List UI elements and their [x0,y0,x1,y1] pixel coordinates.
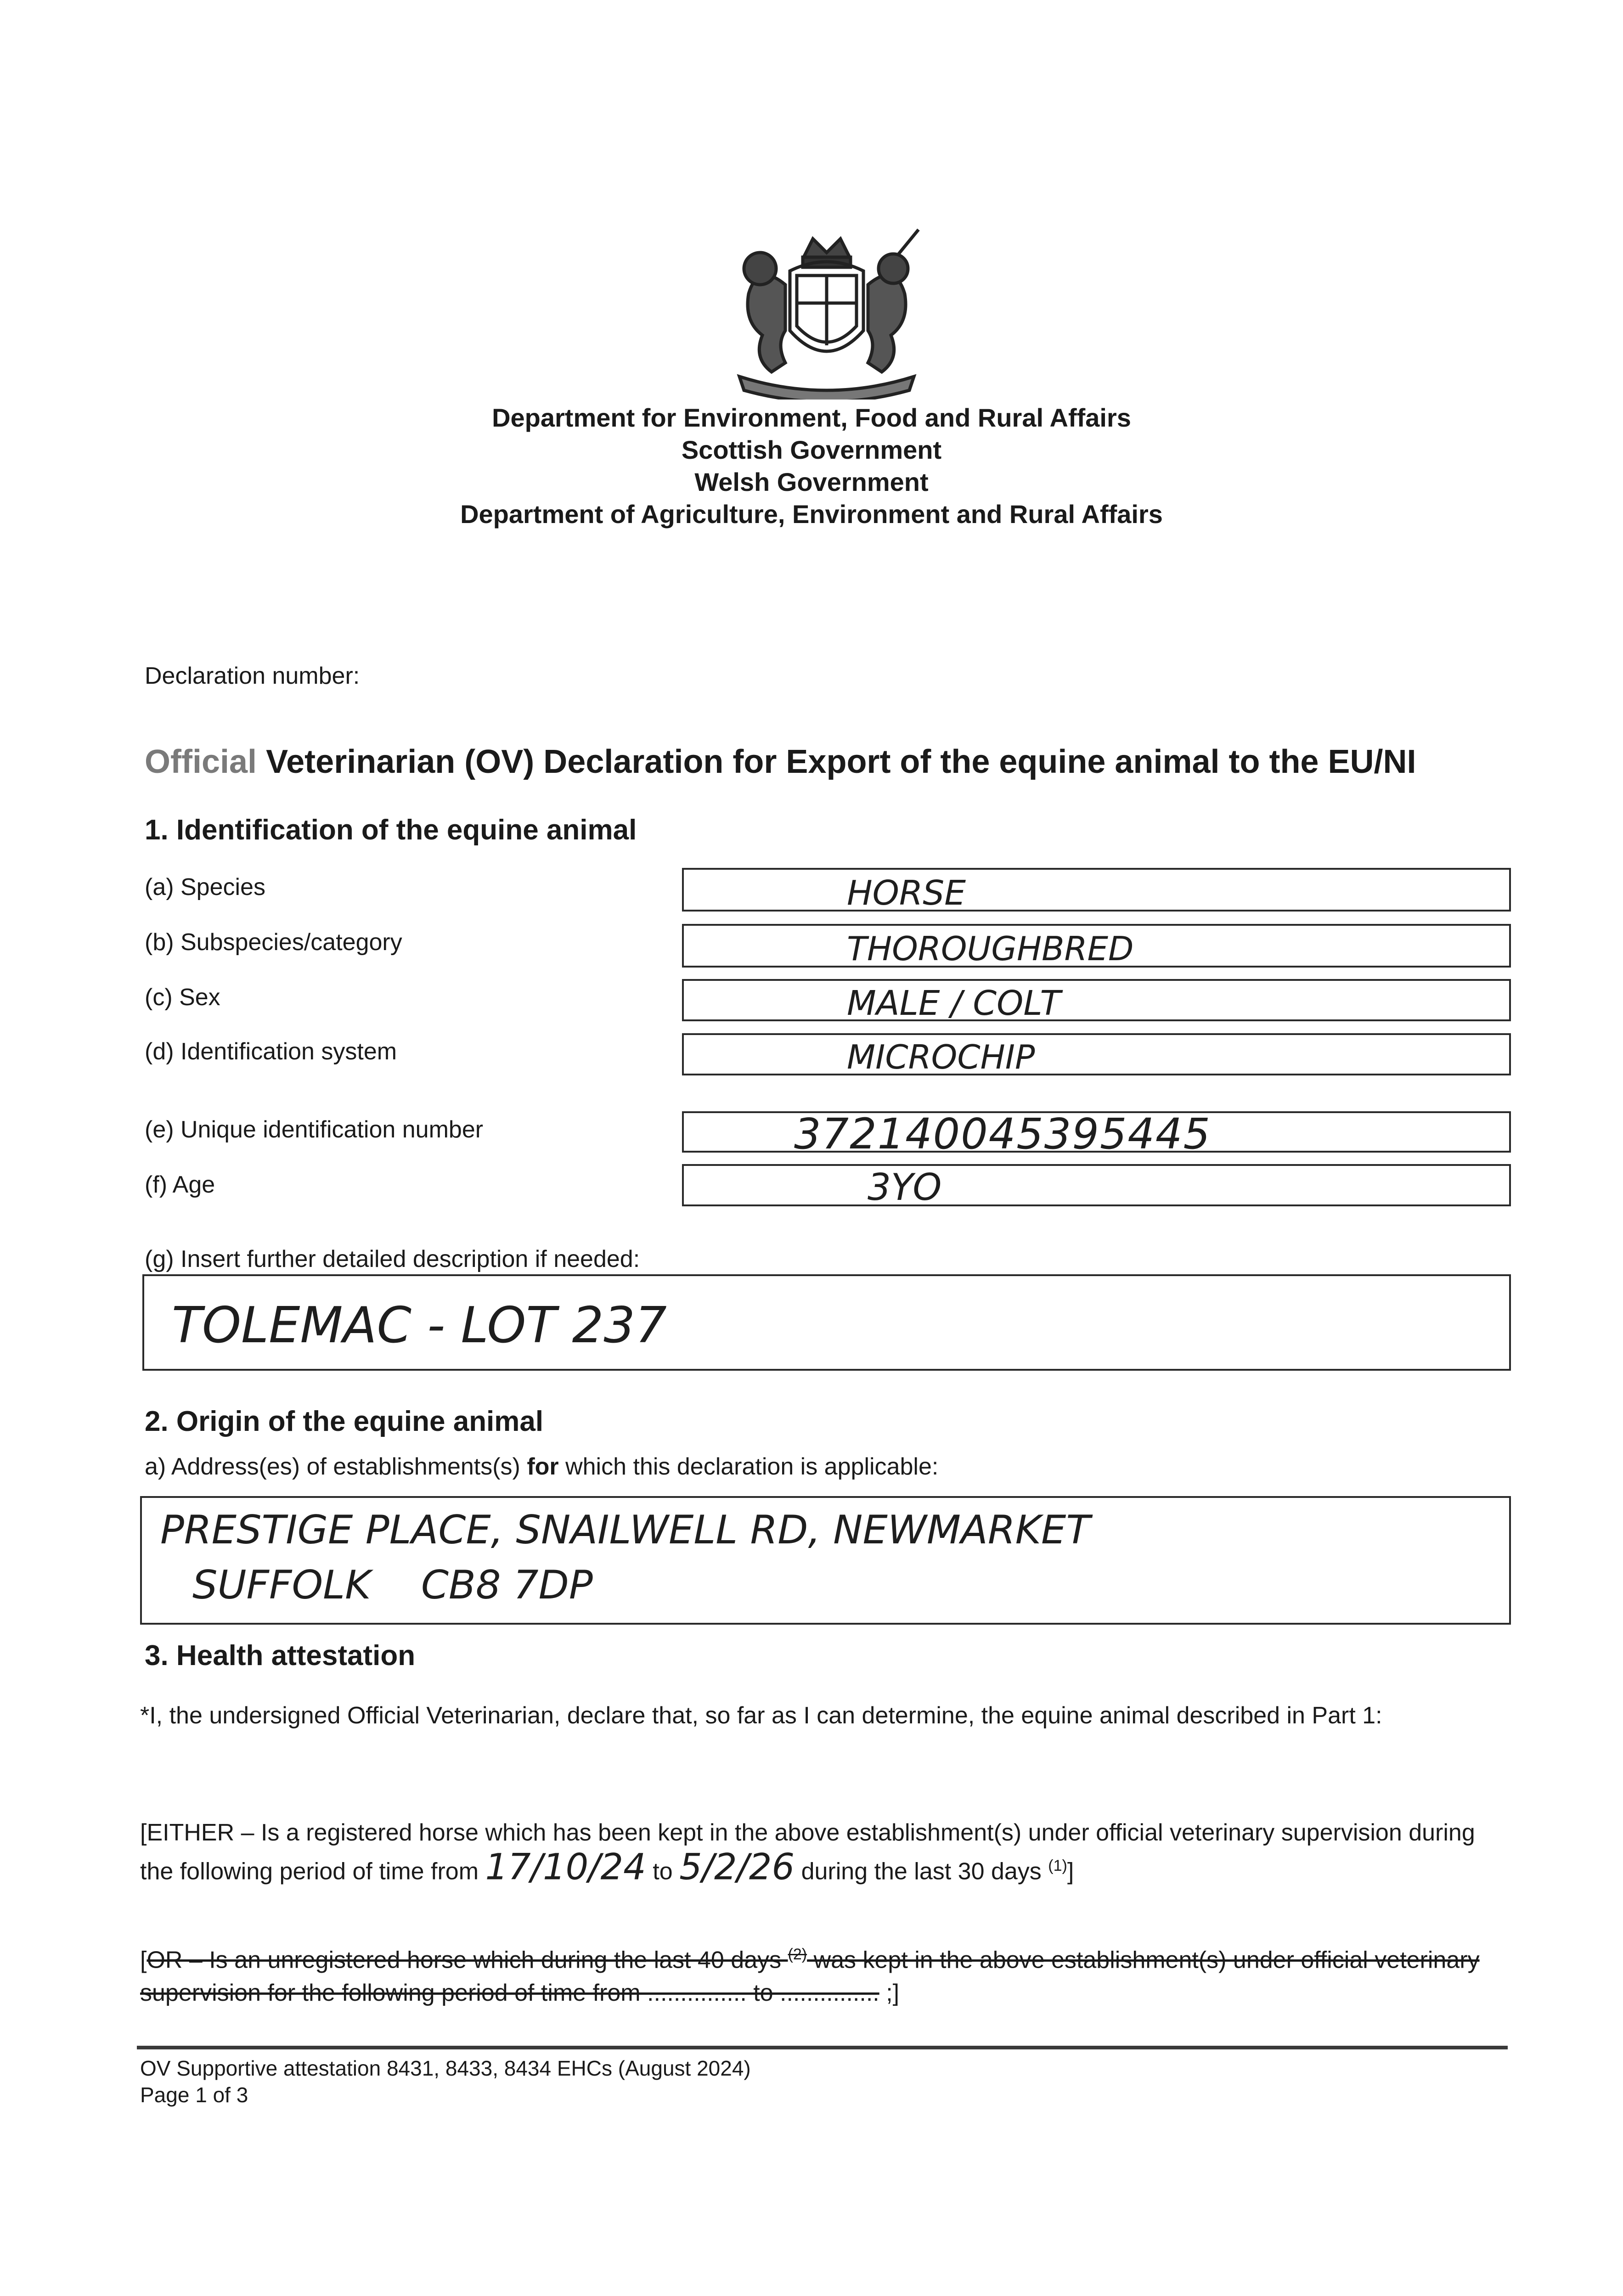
age-field[interactable] [682,1164,1511,1209]
sex-value: MALE / COLT [847,984,1061,1023]
either-to-text: to [646,1858,680,1885]
uid-value: 372140045395445 [794,1109,1211,1159]
or-close: ;] [879,1980,900,2007]
title-main: Veterinarian (OV) Declaration for Export of the equine animal to the EU/NI [266,743,1416,780]
department-daera: Department of Agriculture, Environment and Rural Affairs [460,500,1163,529]
section-2-heading: 2. Origin of the equine animal [145,1406,544,1437]
sex-label: (c) Sex [145,984,220,1011]
subspecies-value: THOROUGHBRED [847,929,1134,968]
species-value: HORSE [847,873,966,913]
either-to-date: 5/2/26 [679,1846,795,1888]
footer-divider [137,2046,1508,2049]
sex-field[interactable] [682,979,1511,1021]
or-open: [ [140,1947,147,1974]
or-struck-text: OR – Is an unregistered horse which during the last 40 days [147,1947,788,1974]
description-label: (g) Insert further detailed description if needed: [145,1246,640,1272]
age-label: (f) Age [145,1171,215,1198]
subspecies-field[interactable] [682,924,1511,968]
either-from-date: 17/10/24 [485,1846,646,1888]
uid-label: (e) Unique identification number [145,1116,484,1143]
either-text: [EITHER – Is a registered horse which has been kept in the above establishment(s) under official veterinary supervision during the following period of time from [140,1819,1475,1885]
uid-field[interactable] [682,1109,1511,1159]
declaration-number-label: Declaration number: [145,663,360,689]
either-footnote-ref: (1) [1048,1857,1067,1874]
attestation-intro: *I, the undersigned Official Veterinarian, declare that, so far as I can determine, the equine animal described in Part 1: [140,1702,1382,1729]
title-faded-word: Official [145,743,257,780]
department-defra: Department for Environment, Food and Rural Affairs [492,403,1131,432]
section-1-heading: 1. Identification of the equine animal [145,814,637,846]
either-clause [140,1816,1511,1888]
age-value: 3YO [868,1166,942,1209]
or-footnote-ref: (2) [788,1946,807,1963]
section-3-heading: 3. Health attestation [145,1640,416,1671]
address-label-pre: a) Address(es) of establishments(s) [145,1453,527,1480]
or-struck-text-2: was kept in the above establishment(s) under official veterinary supervision for the following period of time from ............... to ............... [140,1947,1480,2007]
address-label [145,1452,938,1481]
address-line-2: SUFFOLK CB8 7DP [192,1562,593,1608]
footer-attestation-ref: OV Supportive attestation 8431, 8433, 8434 EHCs (August 2024) [140,2056,751,2080]
address-label-post: which this declaration is applicable: [558,1453,939,1480]
page-title [145,743,1416,781]
address-field[interactable] [140,1496,1511,1625]
subspecies-label: (b) Subspecies/category [145,929,402,956]
description-field[interactable] [142,1274,1511,1371]
page-number: Page 1 of 3 [140,2083,248,2107]
address-label-bold: for [527,1453,559,1480]
address-line-1: PRESTIGE PLACE, SNAILWELL RD, NEWMARKET [160,1507,1090,1553]
identification-system-label: (d) Identification system [145,1038,397,1065]
either-close: ] [1067,1858,1074,1885]
or-clause [140,1938,1511,2009]
description-value: TOLEMAC - LOT 237 [172,1297,667,1354]
species-label: (a) Species [145,874,265,900]
department-welsh-government: Welsh Government [694,467,929,496]
species-field[interactable] [682,868,1511,912]
identification-system-field[interactable] [682,1033,1511,1075]
royal-coat-of-arms-icon [721,225,932,400]
either-post-text: during the last 30 days [795,1858,1048,1885]
department-scottish-government: Scottish Government [681,435,942,464]
identification-system-value: MICROCHIP [847,1038,1035,1076]
